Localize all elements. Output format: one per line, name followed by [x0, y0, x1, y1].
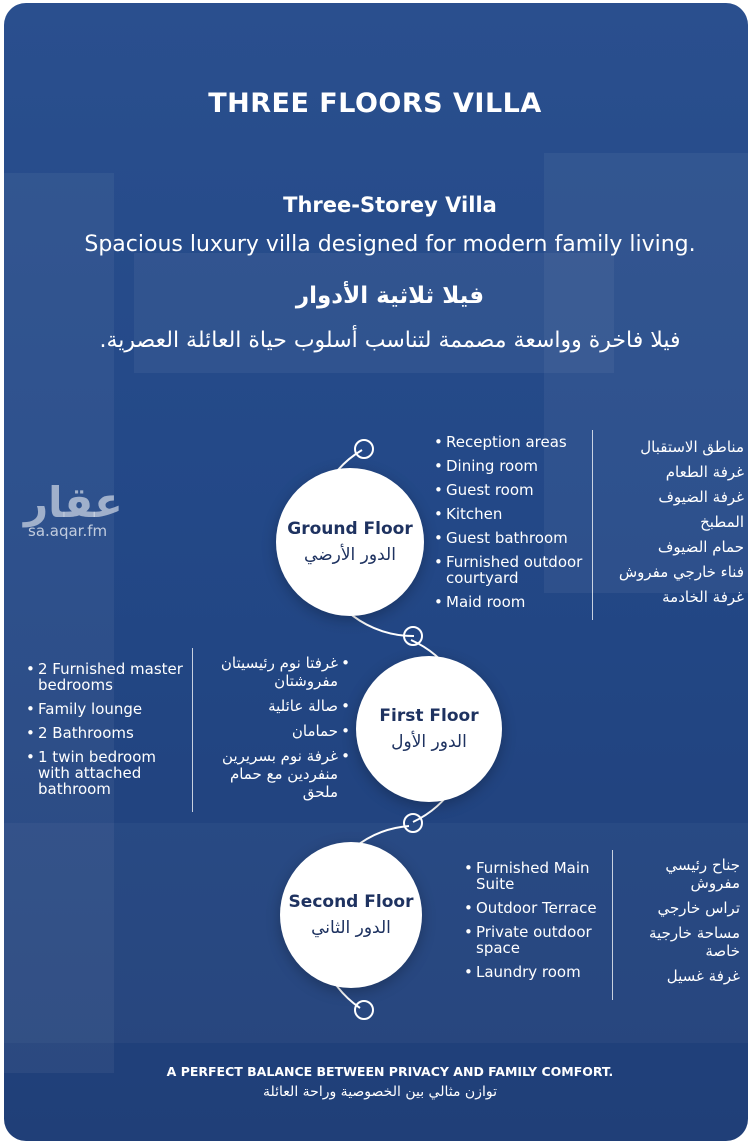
list-item: • 2 Bathrooms	[26, 725, 184, 741]
watermark-site: sa.aqar.fm	[28, 522, 108, 540]
list-item: فناء خارجي مفروش	[618, 563, 744, 581]
list-item: المطبخ	[700, 513, 744, 531]
list-item: • Furnished Main Suite	[464, 860, 604, 892]
divider	[592, 430, 593, 620]
ground-floor-title-ar: الدور الأرضي	[304, 545, 396, 565]
second-floor-title-en: Second Floor	[288, 892, 414, 912]
intro-text-en: Spacious luxury villa designed for modern family living.	[84, 232, 696, 257]
connector-dot	[404, 814, 422, 832]
list-item: • صالة عائلية	[198, 697, 350, 715]
intro-heading-en: Three-Storey Villa	[283, 193, 497, 217]
second-floor-list-ar	[628, 856, 740, 992]
list-item: غرفة غسيل	[666, 967, 740, 985]
list-item: • 2 Furnished master bedrooms	[26, 661, 184, 693]
list-item: مناطق الاستقبال	[640, 438, 744, 456]
list-item: • Dining room	[434, 458, 594, 474]
list-item: • Laundry room	[464, 964, 604, 980]
list-item: • Family lounge	[26, 701, 184, 717]
list-item: غرفة الخادمة	[662, 588, 744, 606]
page-title: THREE FLOORS VILLA	[208, 88, 542, 119]
ground-floor-list-ar	[600, 438, 744, 613]
ground-floor-title-en: Ground Floor	[287, 519, 413, 539]
second-floor-list-en	[464, 860, 604, 988]
list-item: جناح رئيسي مفروش	[665, 856, 740, 892]
list-item: • 1 twin bedroom with attached bathroom	[26, 749, 184, 797]
list-item: • حمامان	[198, 722, 350, 740]
list-item: • غرفتا نوم رئيسيتان مفروشتان	[198, 654, 350, 690]
list-item: • Furnished outdoor courtyard	[434, 554, 594, 586]
list-item: تراس خارجي	[657, 899, 740, 917]
intro-heading-ar: فيلا ثلاثية الأدوار	[295, 283, 485, 309]
list-item: غرفة الضيوف	[658, 488, 744, 506]
connector-dot	[355, 1001, 373, 1019]
footer-tagline-en: A PERFECT BALANCE BETWEEN PRIVACY AND FAMILY COMFORT.	[166, 1064, 614, 1079]
first-floor-title-ar: الدور الأول	[391, 732, 467, 752]
ground-floor-circle	[276, 468, 424, 616]
list-item: مساحة خارجية خاصة	[649, 924, 740, 960]
second-floor-title-ar: الدور الثاني	[311, 918, 391, 938]
list-item: • Maid room	[434, 594, 594, 610]
first-floor-title-en: First Floor	[379, 706, 479, 726]
second-floor-circle	[280, 842, 422, 988]
intro-text-ar: فيلا فاخرة وواسعة مصممة لتناسب أسلوب حياة العائلة العصرية.	[99, 328, 681, 353]
list-item: • Outdoor Terrace	[464, 900, 604, 916]
watermark-logo: عقار	[24, 478, 123, 527]
divider	[612, 850, 613, 1000]
list-item: غرفة الطعام	[665, 463, 744, 481]
list-item: • Reception areas	[434, 434, 594, 450]
list-item: • Guest bathroom	[434, 530, 594, 546]
ground-floor-list-en	[434, 434, 594, 618]
list-item: • غرفة نوم بسريرين منفردين مع حمام ملحق	[198, 747, 350, 801]
list-item: • Guest room	[434, 482, 594, 498]
footer-tagline-ar: توازن مثالي بين الخصوصية وراحة العائلة	[263, 1084, 497, 1100]
first-floor-circle	[356, 656, 502, 802]
connector-dot	[355, 440, 373, 458]
first-floor-list-en	[26, 661, 184, 805]
list-item: حمام الضيوف	[657, 538, 744, 556]
divider	[192, 648, 193, 812]
list-item: • Private outdoor space	[464, 924, 604, 956]
list-item: • Kitchen	[434, 506, 594, 522]
first-floor-list-ar	[198, 654, 350, 808]
